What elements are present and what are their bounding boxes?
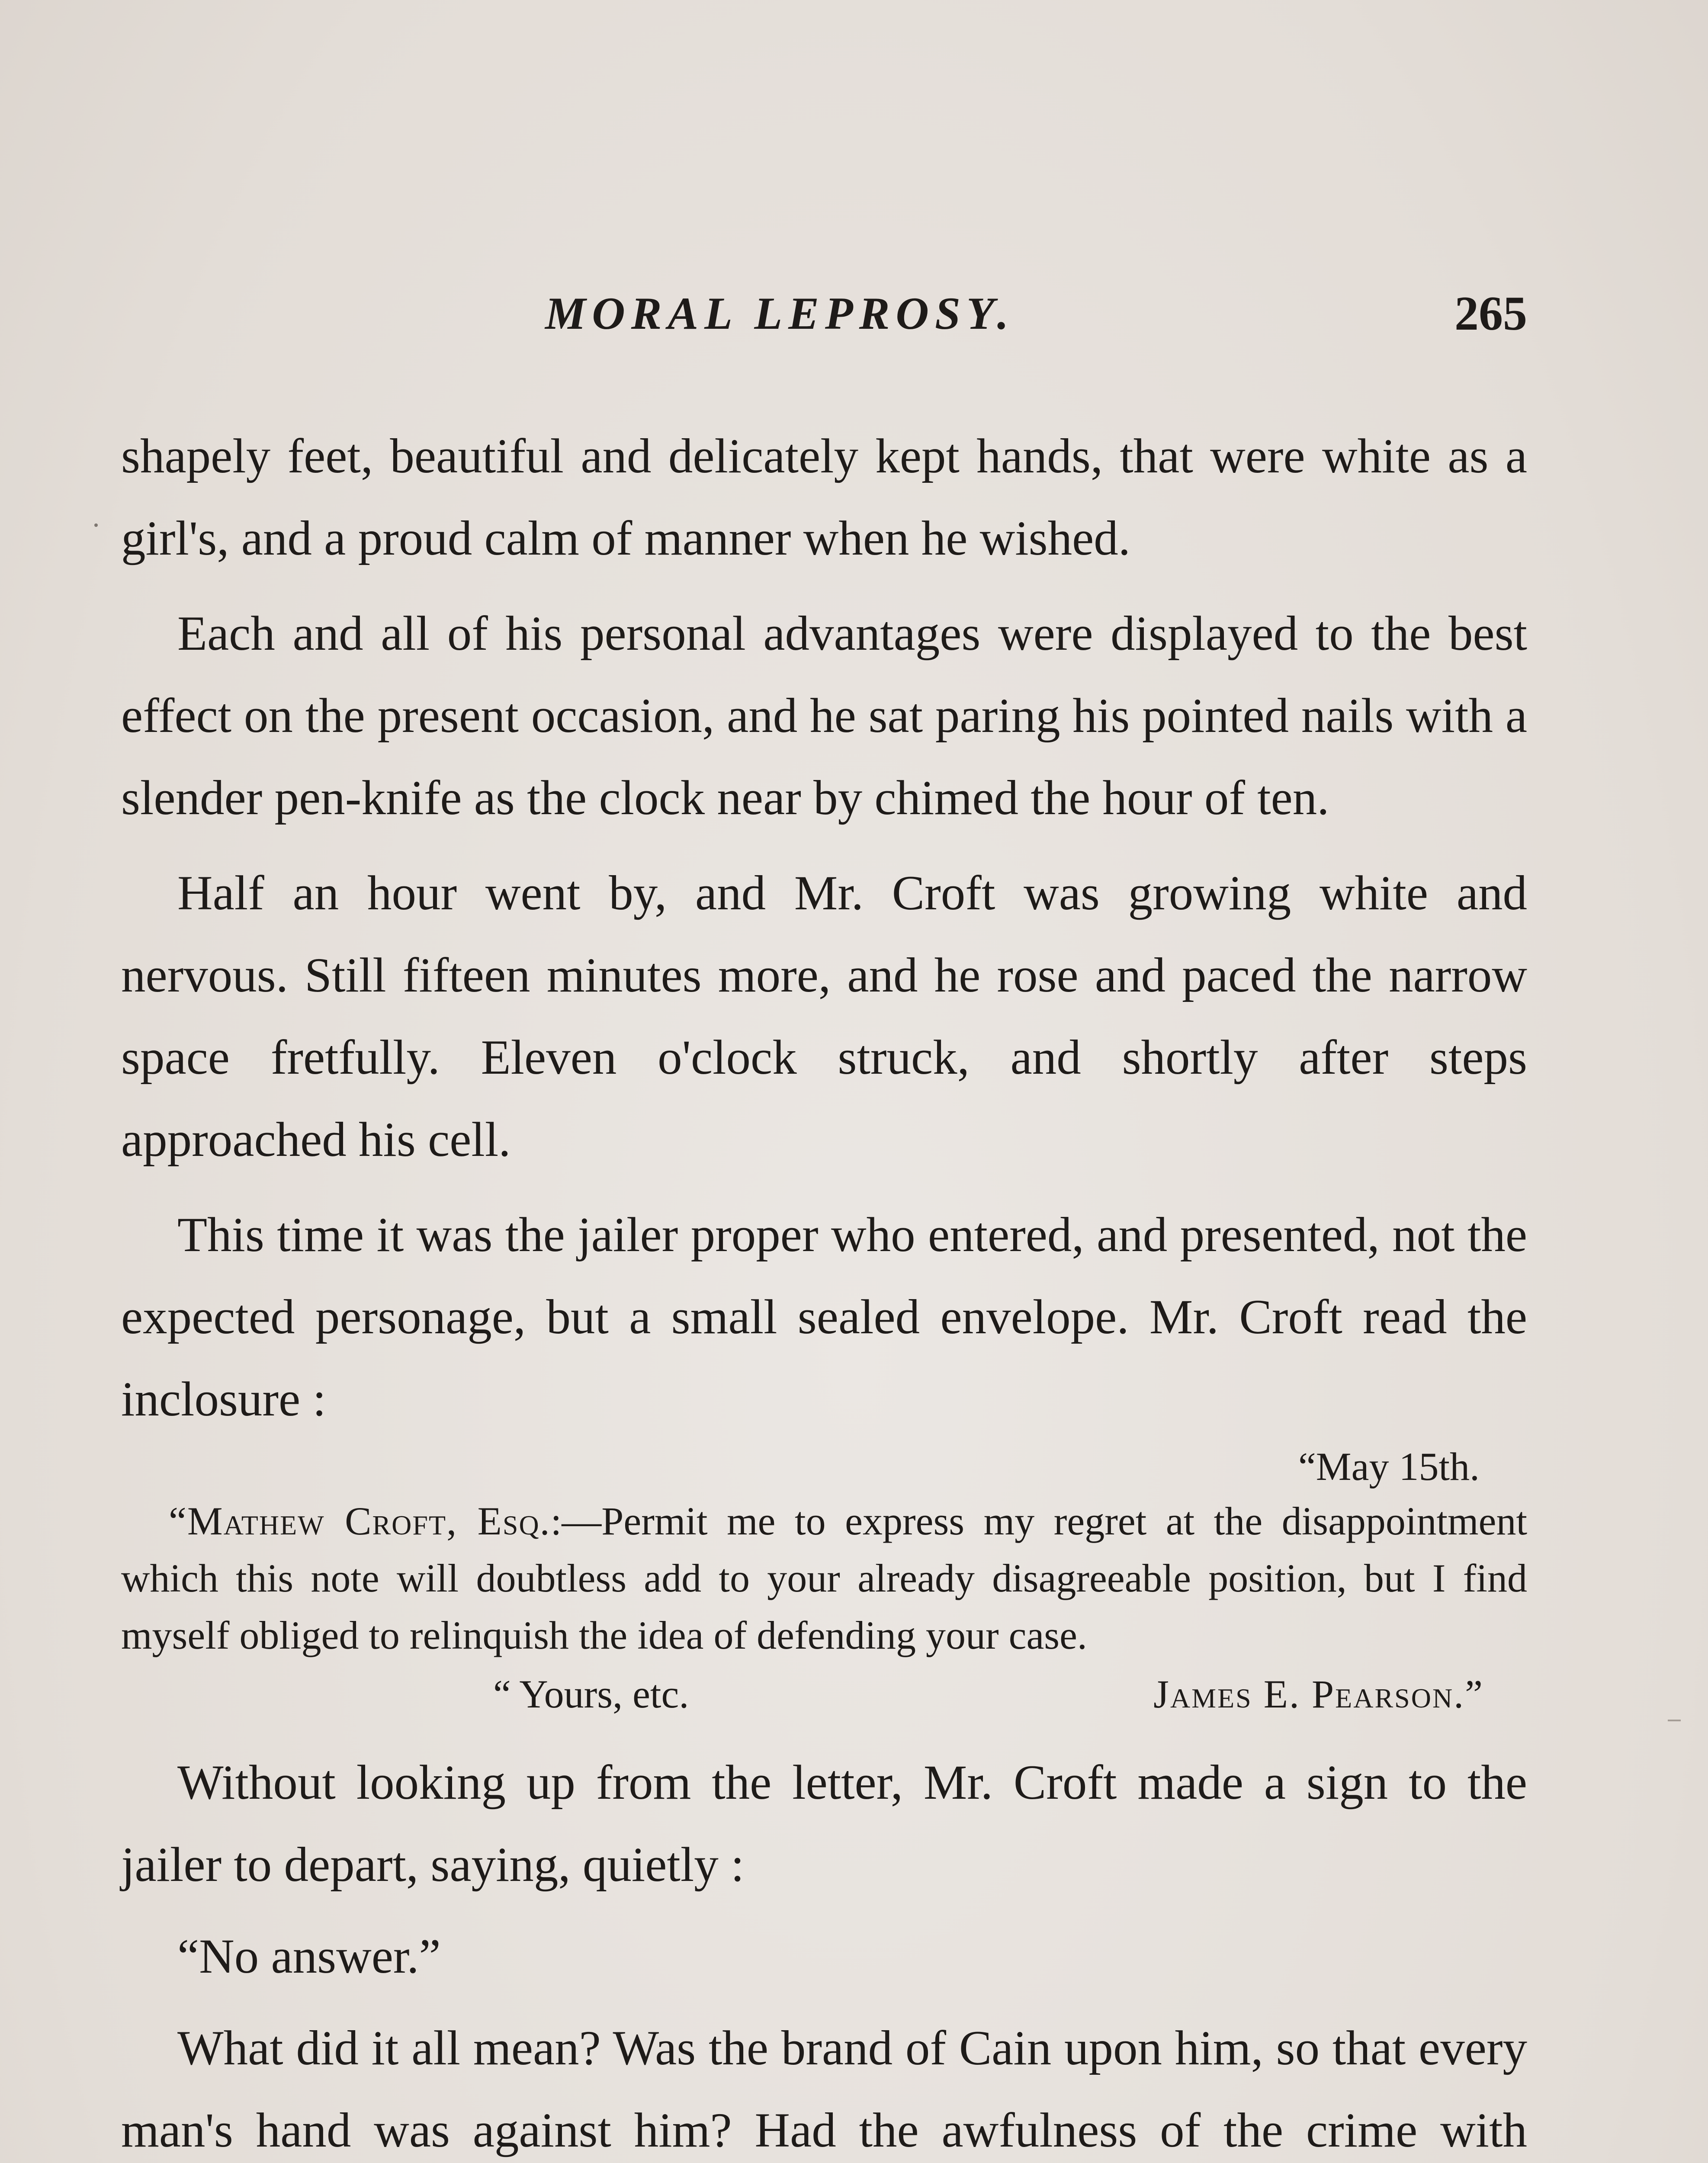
letter-signature: James E. Pearson.”	[1153, 1672, 1484, 1716]
paragraph: Half an hour went by, and Mr. Croft was growing white and nervous. Still fifteen minutes more, and he rose and paced the narrow space fretfully. Eleven o'clock struck, and shortly after steps approached his cell.	[121, 866, 1527, 1167]
paragraph: Each and all of his personal advantages were displayed to the best effect on the present occasion, and he sat paring his pointed nails with a slender pen-knife as the clock near by chimed the hour of ten.	[121, 607, 1527, 825]
letter-signoff	[121, 1664, 1527, 1724]
page-blemish	[94, 523, 98, 527]
running-head	[0, 283, 1708, 344]
letter-text: :—Permit me to express my regret at the disappointment which this note will doubtless add to your already disagreeable position, but I find myself obliged to relinquish the idea of defending your case.	[121, 1499, 1528, 1657]
paragraph: “No answer.”	[177, 1929, 441, 1983]
letter-closing: “ Yours, etc.	[493, 1672, 689, 1716]
page-blemish	[1668, 1720, 1681, 1721]
letter-date: “May 15th.	[1298, 1444, 1480, 1489]
letter-salutation: “Mathew Croft, Esq.	[169, 1499, 551, 1543]
paragraph: This time it was the jailer proper who entered, and presented, not the expected personage, but a small sealed envelope. Mr. Croft read the inclosure :	[121, 1208, 1527, 1426]
body-text	[121, 415, 1527, 2163]
page-number: 265	[1454, 287, 1527, 340]
paragraph: What did it all mean? Was the brand of Cain upon him, so that every man's hand was against him? Had the awfulness of the crime with	[121, 2021, 1527, 2157]
chapter-title: MORAL LEPROSY.	[545, 288, 1015, 339]
letter-body	[121, 1492, 1527, 1664]
quoted-letter	[121, 1441, 1527, 1724]
paragraph: Without looking up from the letter, Mr. Croft made a sign to the jailer to depart, saying, quietly :	[121, 1755, 1527, 1892]
paragraph: shapely feet, beautiful and delicately kept hands, that were white as a girl's, and a proud calm of manner when he wished.	[121, 429, 1527, 565]
